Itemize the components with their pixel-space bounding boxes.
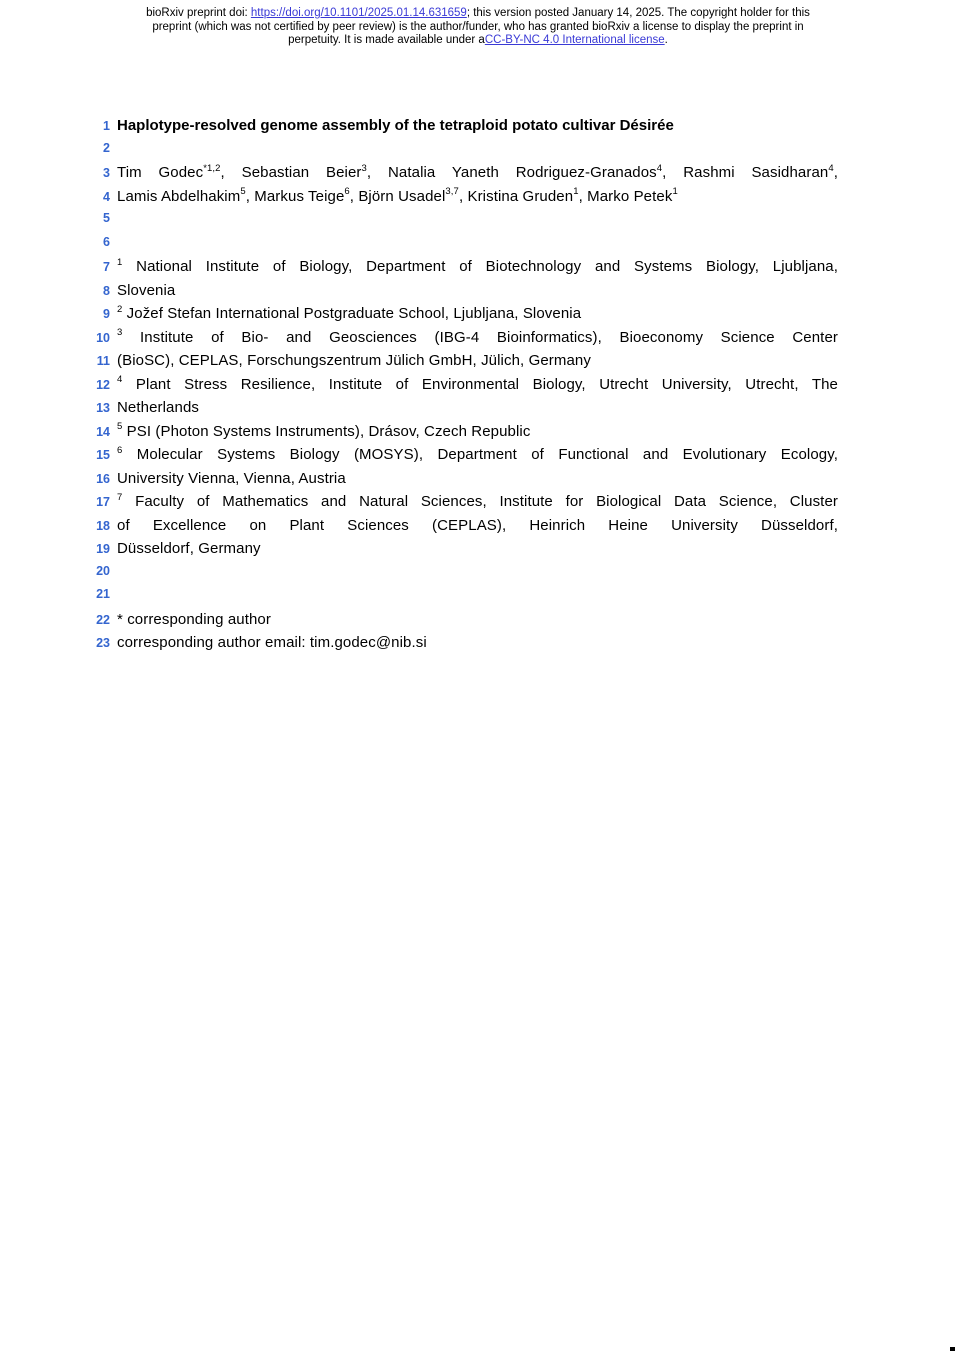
document-line [84,564,844,588]
line-text: $^1$ National Institute of Biology, Department of Biotechnology and Systems Biology, Ljubljana, [117,256,838,275]
document-line [84,188,844,212]
line-number: 23 [96,636,110,650]
line-text: Netherlands [117,399,199,416]
doi-link[interactable]: https://doi.org/10.1101/2025.01.14.631659 [250,7,467,19]
document-line [84,399,844,423]
document-line [84,258,844,282]
line-number: 14 [96,424,110,439]
license-link[interactable]: CC-BY-NC 4.0 International license [484,34,665,46]
line-number: 11 [96,354,110,368]
line-text: $^7$ Faculty of Mathematics and Natural Sciences, Institute for Biological Data Science, Cluster [117,491,838,510]
line-text: corresponding author email: tim.godec@nib.si [117,634,427,651]
line-text: of Excellence on Plant Sciences (CEPLAS), Heinrich Heine University Düsseldorf, [117,516,838,534]
line-number: 9 [103,307,110,321]
line-number: 15 [96,448,110,462]
line-number: 20 [96,563,110,578]
document-line [84,211,844,235]
document-line [84,376,844,400]
line-text: $^2$ Jožef Stefan International Postgraduate School, Ljubljana, Slovenia [117,303,582,322]
document-line [84,305,844,329]
header-line-1 [0,7,956,21]
line-number: 10 [96,330,110,345]
line-text: $^4$ Plant Stress Resilience, Institute of Environmental Biology, Utrecht University, Utrecht, The [117,374,838,393]
document-line [84,235,844,259]
line-text: $^6$ Molecular Systems Biology (MOSYS), Department of Functional and Evolutionary Ecology, [117,444,838,463]
line-text: * corresponding author [117,610,271,628]
line-number: 12 [96,377,110,392]
header-line-1-suffix: ; this version posted January 14, 2025. The copyright holder for this [466,7,810,19]
document-line [84,587,844,611]
line-text: Haplotype-resolved genome assembly of the tetraploid potato cultivar Désirée [117,117,674,134]
document-line [84,352,844,376]
line-number: 13 [96,401,110,415]
line-text: (BioSC), CEPLAS, Forschungszentrum Jülich GmbH, Jülich, Germany [117,352,591,369]
document-line [84,540,844,564]
document-line [84,117,844,141]
line-number: 18 [96,518,110,533]
line-number: 17 [96,495,110,509]
line-number: 16 [96,471,110,486]
line-number: 4 [103,189,110,204]
line-number: 2 [103,140,110,155]
line-text: University Vienna, Vienna, Austria [117,469,346,487]
line-text: $^5$ PSI (Photon Systems Instruments), Drásov, Czech Republic [117,421,531,440]
document-line [84,423,844,447]
document-line [84,493,844,517]
line-number: 7 [103,260,110,274]
manuscript-body [84,117,844,658]
line-number: 1 [103,119,110,133]
document-line [84,446,844,470]
document-line [84,329,844,353]
line-number: 6 [103,234,110,249]
line-number: 3 [103,166,110,180]
line-number: 22 [96,612,110,627]
line-text: Düsseldorf, Germany [117,540,261,557]
document-line [84,470,844,494]
biorxiv-copyright-header [0,7,956,48]
document-line [84,634,844,658]
header-line-2: preprint (which was not certified by peer review) is the author/funder, who has granted bioRxiv a license to display the preprint in [152,20,804,33]
document-line [84,517,844,541]
line-number: 19 [96,542,110,556]
header-line-1-prefix: bioRxiv preprint doi: [146,7,251,19]
document-line [84,282,844,306]
document-line [84,141,844,165]
line-text: Lamis Abdelhakim$^5$, Markus Teige$^6$, Björn Usadel$^{3,7}$, Kristina Gruden$^1$, Marko Petek$^1$ [117,186,678,205]
line-text: Tim Godec$^{*1,2}$, Sebastian Beier$^3$, Natalia Yaneth Rodriguez-Granados$^4$, Rashmi Sasidharan$^4$, [117,162,839,181]
header-line-3-prefix: perpetuity. It is made available under a [288,34,485,46]
document-line [84,164,844,188]
line-text: Slovenia [117,281,176,299]
header-line-3 [0,34,956,48]
page-corner-mark [950,1347,955,1351]
line-text: $^3$ Institute of Bio- and Geosciences (IBG-4 Bioinformatics), Bioeconomy Science Center [117,327,838,346]
line-number: 8 [103,283,110,298]
document-line [84,611,844,635]
header-line-3-suffix: . [664,34,668,46]
line-number: 21 [96,587,110,601]
line-number: 5 [103,211,110,225]
